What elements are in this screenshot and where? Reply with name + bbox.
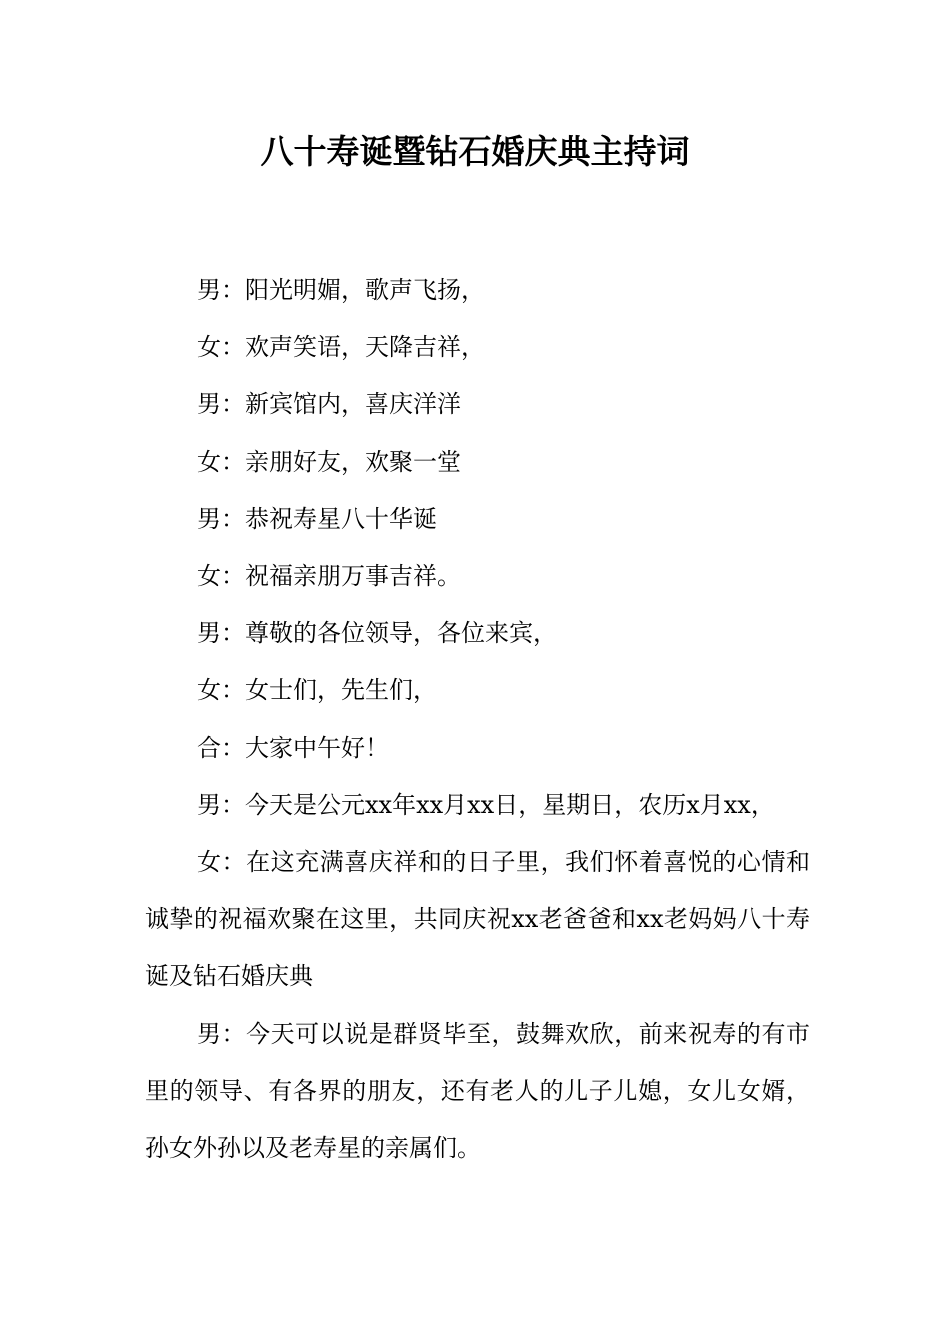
paragraph-11: 女：在这充满喜庆祥和的日子里，我们怀着喜悦的心情和诚挚的祝福欢聚在这里，共同庆祝xx老爸爸和xx老妈妈八十寿诞及钻石婚庆典 — [145, 848, 810, 991]
paragraph-5: 男：恭祝寿星八十华诞 — [197, 504, 437, 533]
paragraph-10: 男：今天是公元xx年xx月xx日，星期日，农历x月xx， — [197, 790, 775, 819]
paragraph-1: 男：阳光明媚，歌声飞扬， — [197, 276, 485, 304]
document-title: 八十寿诞暨钻石婚庆典主持词 — [260, 132, 690, 171]
paragraph-7: 男：尊敬的各位领导，各位来宾， — [197, 619, 557, 648]
paragraph-9: 合：大家中午好！ — [197, 733, 389, 762]
document-body — [145, 262, 810, 1177]
paragraph-3: 男：新宾馆内，喜庆洋洋 — [197, 390, 461, 419]
paragraph-6: 女：祝福亲朋万事吉祥。 — [197, 562, 461, 591]
paragraph-8: 女：女士们，先生们， — [197, 676, 437, 705]
paragraph-2: 女：欢声笑语，天降吉祥， — [197, 333, 485, 362]
paragraph-4: 女：亲朋好友，欢聚一堂 — [197, 447, 461, 476]
paragraph-12: 男：今天可以说是群贤毕至，鼓舞欢欣，前来祝寿的有市里的领导、有各界的朋友，还有老人的儿子儿媳，女儿女婿，孙女外孙以及老寿星的亲属们。 — [145, 1019, 810, 1163]
